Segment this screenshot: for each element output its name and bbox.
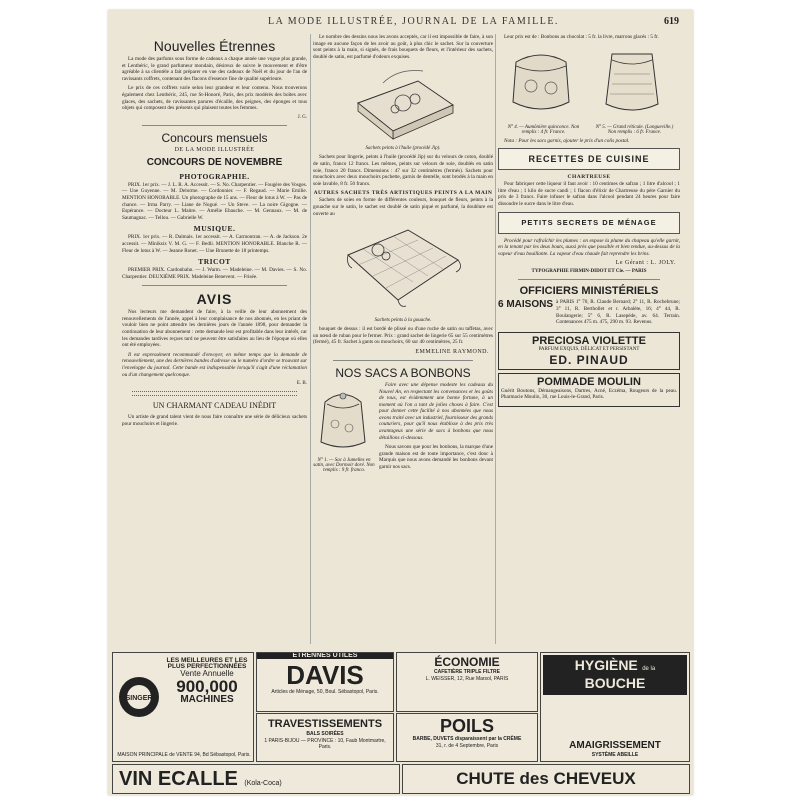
davis-top: ÉTRENNES UTILES bbox=[257, 653, 393, 659]
column-middle bbox=[313, 34, 493, 644]
sachets-gouache-prices: bouquet de dessus : il est bordé de plissé ou d'une ruche de satin ou taffetas, avec un nœud de ruban pour le fermer. Prix : grand sachet de lingerie 65 sur 55 centimètres (fermé), 45 fr. Sachet à gants ou mouchoirs, 60 sur 40 centimètres, 25 fr. bbox=[313, 326, 493, 346]
hygiene-title: HYGIÈNE bbox=[574, 657, 638, 673]
journal-title: LA MODE ILLUSTRÉE, JOURNAL DE LA FAMILLE. bbox=[268, 16, 559, 27]
singer-title: LES MEILLEURES ET LES PLUS PERFECTIONNÉES bbox=[166, 657, 248, 670]
concours-heading: Concours mensuels bbox=[161, 130, 268, 145]
avis-heading: AVIS bbox=[196, 291, 233, 308]
vin-ecalle-ad bbox=[112, 764, 400, 794]
hygiene-title-2: BOUCHE bbox=[584, 675, 646, 691]
autres-sachets-title: AUTRES SACHETS TRÈS ARTISTIQUES PEINTS A LA MAIN bbox=[313, 190, 493, 197]
aumoniere-illustration bbox=[501, 44, 581, 119]
caption-sachets-huile: Sachets peints à l'huile (procédé Jip). bbox=[365, 146, 441, 152]
etrennes-paragraph-1: La mode des parfums sous forme de cadeaux a chaque année une vogue plus grande, et Lenthéric, le grand parfumeur mondain, désireux de suivre le mouvement et d'être agréable à sa clientèle a fait préparer en vue des cadeaux de Noël et du jour de l'an de ravissants coffrets, contenant des flacons d'essence fine de qualité supérieure. bbox=[122, 56, 307, 82]
singer-address: MAISON PRINCIPALE de VENTE 94, Bd Sébastopol, Paris. bbox=[117, 752, 251, 758]
singer-count: 900,000 bbox=[176, 677, 238, 696]
divider bbox=[518, 279, 660, 280]
imprimerie-line: TYPOGRAPHIE FIRMIN-DIDOT ET Cie. — PARIS bbox=[531, 269, 647, 275]
etrennes-heading: Nouvelles Étrennes bbox=[153, 38, 276, 54]
davis-name: DAVIS bbox=[286, 660, 364, 690]
secrets-text: Procédé pour rafraîchir les plumes : on expose la plume du chapeau qu'elle garnit, en la tenant par les deux bouts, aussi près que possible et bien tendue, au-dessus de la vapeur d'eau bouillante. La vapeur d'eau chaude fait reprendre les brins. bbox=[498, 237, 680, 257]
economie-sub: CAFETIÈRE TRIPLE FILTRE bbox=[433, 669, 501, 675]
caption-sachets-gouache: Sachets peints à la gouache. bbox=[374, 318, 432, 324]
etrennes-signature: J. G. bbox=[297, 114, 307, 120]
hygiene-sub-2: SYSTÈME ABEILLE bbox=[591, 752, 639, 758]
caption-reticule: N° 5. — Grand réticule. (Longueville.) Non remplis : 6 fr. France. bbox=[595, 124, 674, 135]
chute-cheveux-title: CHUTE des CHEVEUX bbox=[456, 769, 636, 788]
sachets-intro: Le nombre des dessins nous les avons acceptés, car il est impossible de faire, à son image en aucune façon de les avoir au goût, à plus chic le sachet. Sur la couverture sont peints à la main, si signés, de frais bouquets de fleurs, et l'intérieur des sachets, doublé de satin, est parfumé d'odeurs exquises. bbox=[313, 34, 493, 60]
column-left bbox=[122, 34, 307, 644]
singer-logo-icon bbox=[117, 675, 161, 719]
etrennes-paragraph-2: Le prix de ces coffrets varie selon leur grandeur et leur contenu. Nous trouverons également chez Lenthéric, 245, rue St-Honoré, Paris, des prix modérés des boîtes avec glaces, des sachets, de ravissantes parures d'écaille, des peignes, des éponges et tous objets qui composent des présents qui plaisent toutes les femmes. bbox=[122, 85, 307, 112]
officiers-heading: OFFICIERS MINISTÉRIELS bbox=[519, 285, 659, 298]
poils-ad bbox=[396, 713, 538, 762]
page-number: 619 bbox=[664, 16, 679, 27]
economie-brand: L. WEISSER, 12, Rue Marsol, PARIS bbox=[425, 676, 509, 682]
cadeau-heading: UN CHARMANT CADEAU INÉDIT bbox=[152, 401, 277, 411]
bonbons-text: Faire avec une dépense modeste les cadeaux du Nouvel An, en respectant les convenances et les goûts de tous, est évidemment une bonne fortune, à un moment où l'on a tant de jolies choses à faire. C'est pour donner cette facilité à nos abonnées que nous avons traité avec un industriel, fournisseur des grands couturiers, pour qu'il nous établisse à des prix très avantageux une série de sacs à bonbons que nous détaillons ci-dessous. bbox=[379, 381, 493, 441]
section-tricot-text: PREMIER PRIX. Cardonbahn. — J. Warm. — Madeleine. — M. Davies. — S. No. Charpentier. DEUXIÈME PRIX. Madeleine Benevent. — Frisée. bbox=[122, 267, 307, 280]
concours-subheading: DE LA MODE ILLUSTRÉE bbox=[174, 146, 255, 153]
travestissements-address: 1 PARIS-BIJOU — PROVINCE : 10, Faub Montmartre, Paris. bbox=[264, 738, 386, 750]
singer-ad bbox=[112, 652, 254, 762]
hygiene-mid: de la bbox=[642, 666, 656, 672]
caption-sac-jumelles: N° 1. — Sac à Jumelles en satin, avec Dormoir doré. Non remplis : 9 fr. franco. bbox=[313, 457, 375, 473]
recette-title: CHARTREUSE bbox=[567, 174, 611, 181]
bonbon-bag-illustration bbox=[313, 382, 373, 452]
hygiene-sub: AMAIGRISSEMENT bbox=[569, 740, 661, 751]
avis-paragraph-2: Il est expressément recommandé d'envoyer, en même temps que la demande de renouvellement, une des dernières bandes d'adresse ou le numéro d'ordre se trouvant sur l'enveloppe du journal. Cette bande est indispensable lorsqu'il s'agit d'une réclamation ou d'un changement quelconque. bbox=[122, 351, 307, 378]
pinaud-sub: PARFUM EXQUIS, DÉLICAT ET PERSISTANT bbox=[538, 346, 640, 352]
divider bbox=[142, 125, 287, 126]
recette-text: Pour fabriquer cette liqueur il faut avoir : 10 centimes de safran ; 1 litre d'alcool ; 1 litre d'eau ; 1 kilo de sucre candi ; 1 flacon d'élixir de Chartreuse du père Garnier du prix de 3 francs. Faire infuser le safran dans l'alcool pendant 24 heures pour faire dissoudre le sucre dans le litre d'eau. bbox=[498, 181, 680, 207]
economie-title: ÉCONOMIE bbox=[434, 655, 500, 669]
divider bbox=[333, 360, 473, 361]
avis-signature: E. B. bbox=[296, 381, 307, 387]
recettes-banner: RECETTES DE CUISINE bbox=[498, 148, 680, 170]
poils-address: 31, r. de 4 Septembre, Paris bbox=[435, 743, 499, 749]
gerant-signature: Le Gérant : L. JOLY. bbox=[615, 260, 676, 267]
poils-title: POILS bbox=[439, 716, 494, 736]
section-musique: MUSIQUE. bbox=[193, 224, 236, 234]
davis-line: Articles de Ménage, 50, Boul. Sébastopol, Paris. bbox=[271, 689, 379, 695]
newspaper-page bbox=[108, 10, 693, 795]
vin-ecalle-sub: (Kola-Coca) bbox=[244, 780, 282, 787]
divider bbox=[142, 285, 287, 286]
davis-ad bbox=[256, 652, 394, 712]
maisons-text: à PARIS 1° 70, R. Claude Bernard; 2° 11, R. Rochebrune; 3° 11, R. Berthollet et r. Arbalète, 16; 4° 44, R. Boulangerie; 5° 6, R. Lasepède, av. 64. Terrain. Contenances 475 m. 475, 290 m. 93. Revenus. bbox=[556, 299, 680, 326]
ornament-divider bbox=[132, 391, 297, 396]
bonbons-text-2: Nous savons que pour les bonbons, la marque d'une grande maison est de toute importance, c'est donc à Marquis que nous avons demandé les bonbons devant garnir nos sacs. bbox=[379, 444, 493, 471]
bonbons-prices: Leur prix est de : Bonbons au chocolat : 5 fr. la livre, marrons glacés : 5 fr. bbox=[504, 34, 659, 40]
vin-ecalle-title: VIN ECALLE bbox=[119, 768, 238, 790]
singer-sales: Vente Annuelle bbox=[180, 669, 234, 678]
bonbons-heading: NOS SACS A BONBONS bbox=[335, 365, 471, 380]
maisons-title: 6 MAISONS bbox=[498, 299, 554, 311]
pinaud-title: PRECIOSA VIOLETTE bbox=[532, 334, 646, 347]
pommade-ad bbox=[498, 373, 680, 407]
sachet-gouache-illustration bbox=[338, 220, 468, 315]
section-photographie-text: PRIX. 1er prix. — J. L. R. A. Accessit. — S. No. Charpentier. — Fougère des Vosges. — Une Guyenne. — M. Delorme. — Cordonnier. — F. Regaud. — Marie Emilie. MENTION HONORABLE. Un photographe de 15 ans. — Fleur de lotus à W. — Pas de chance. — Irma Parry. — Liane de Nogué. — Un Steve. — La noire Gigogne. — Espérance. — Docteur L. Maitre. — Amélie Ebauche. — M. Gennaux. — M. de Saumagnac. — Tellou. — Gabrielle W. bbox=[122, 181, 307, 221]
economie-ad bbox=[396, 652, 538, 712]
section-tricot: TRICOT bbox=[198, 257, 231, 267]
cadeau-paragraph: Un artiste de grand talent vient de nous faire connaître une série de délicieux sachets pour mouchoirs et lingerie. bbox=[122, 414, 307, 427]
concours-month: CONCOURS DE NOVEMBRE bbox=[146, 156, 283, 168]
singer-unit: MACHINES bbox=[180, 694, 234, 705]
travestissements-ad bbox=[256, 713, 394, 762]
pinaud-ad bbox=[498, 332, 680, 370]
sachets-prices: Sachets pour lingerie, peints à l'huile (procédé Jip) sur du velours de coton, doublé de satin, franco 12 francs. Les mêmes, peints sur velours de soie, doublés en satin soie, franco 20 francs. Dimensions : 47 sur 32 centimètres (fermés). Sachets pour mouchoirs avec deux mouchoirs puchette, garnis de dentelle, sont brodés à la main en soie lavable, 8 fr. 50 francs. bbox=[313, 154, 493, 187]
pommade-text: Guérit Boutons, Démangeaisons, Dartres, Acné, Eczéma, Rougeurs de la peau. Pharmacie Moulin, 30, rue Louis-le-Grand, Paris. bbox=[501, 387, 677, 401]
sachet-oil-illustration bbox=[343, 63, 463, 143]
pommade-title: POMMADE MOULIN bbox=[537, 375, 641, 388]
bonbons-note: Nota : Pour les sacs garnis, ajouter le prix d'un colis postal. bbox=[504, 137, 630, 144]
column-rule bbox=[495, 34, 496, 644]
column-right bbox=[498, 34, 680, 644]
avis-paragraph-1: Nos lecteurs me demandent de faire, à la veille de leur abonnement des renouvellements de l'année, appel à leur complaisance de nos abonnés, en les priant de vouloir bien ne point attendre les dernières jours de l'année 1898, pour demander la continuation de leur abonnement : cette demande leur est profitable dans leur intérêt, car les demandes tardives reçues tard ne peuvent être satisfaites au lieu de l'époque où elles ont été employées. bbox=[122, 309, 307, 349]
caption-aumoniere: N° 4. — Aumônière quinconce. Non remplis : 4 fr. France. bbox=[507, 124, 580, 135]
section-photographie: PHOTOGRAPHIE. bbox=[179, 171, 250, 181]
travestissements-title: TRAVESTISSEMENTS bbox=[267, 718, 383, 730]
page-header bbox=[108, 16, 693, 30]
section-musique-text: PRIX. 1er prix. — R. Dalmais. 1er accessit. — A. Carmontran. — A. de Jackson. 2e accessit. — Miniksix V. M. G. — F. Bedli. MENTION HONORABLE. Blanche R. — Fleur de lotus à W. — Jeanne Ronet. — Une Brunette de 18 printemps. bbox=[122, 234, 307, 254]
poils-sub: BARBE, DUVETS disparaissent par la CRÈME bbox=[412, 736, 522, 742]
author-signature: EMMELINE RAYMOND. bbox=[415, 348, 489, 355]
bottom-advertisements bbox=[108, 650, 693, 795]
secrets-banner: PETITS SECRETS DE MÉNAGE bbox=[498, 212, 680, 234]
autres-sachets-text: Sachets de soies en forme de différentes couleurs, bouquet de fleurs, peints à la gouache sur le satin, le sachet est doublé de satin piqué et parfumé, la doublure est ouverte au bbox=[313, 197, 493, 217]
pinaud-brand: ED. PINAUD bbox=[549, 352, 629, 367]
hygiene-ad bbox=[540, 652, 690, 762]
column-rule bbox=[310, 34, 311, 644]
reticule-illustration bbox=[592, 44, 672, 119]
travestissements-sub: BALS SOIRÉES bbox=[306, 731, 344, 737]
singer-logo-text: SINGER bbox=[125, 695, 153, 702]
chute-cheveux-ad bbox=[402, 764, 690, 794]
